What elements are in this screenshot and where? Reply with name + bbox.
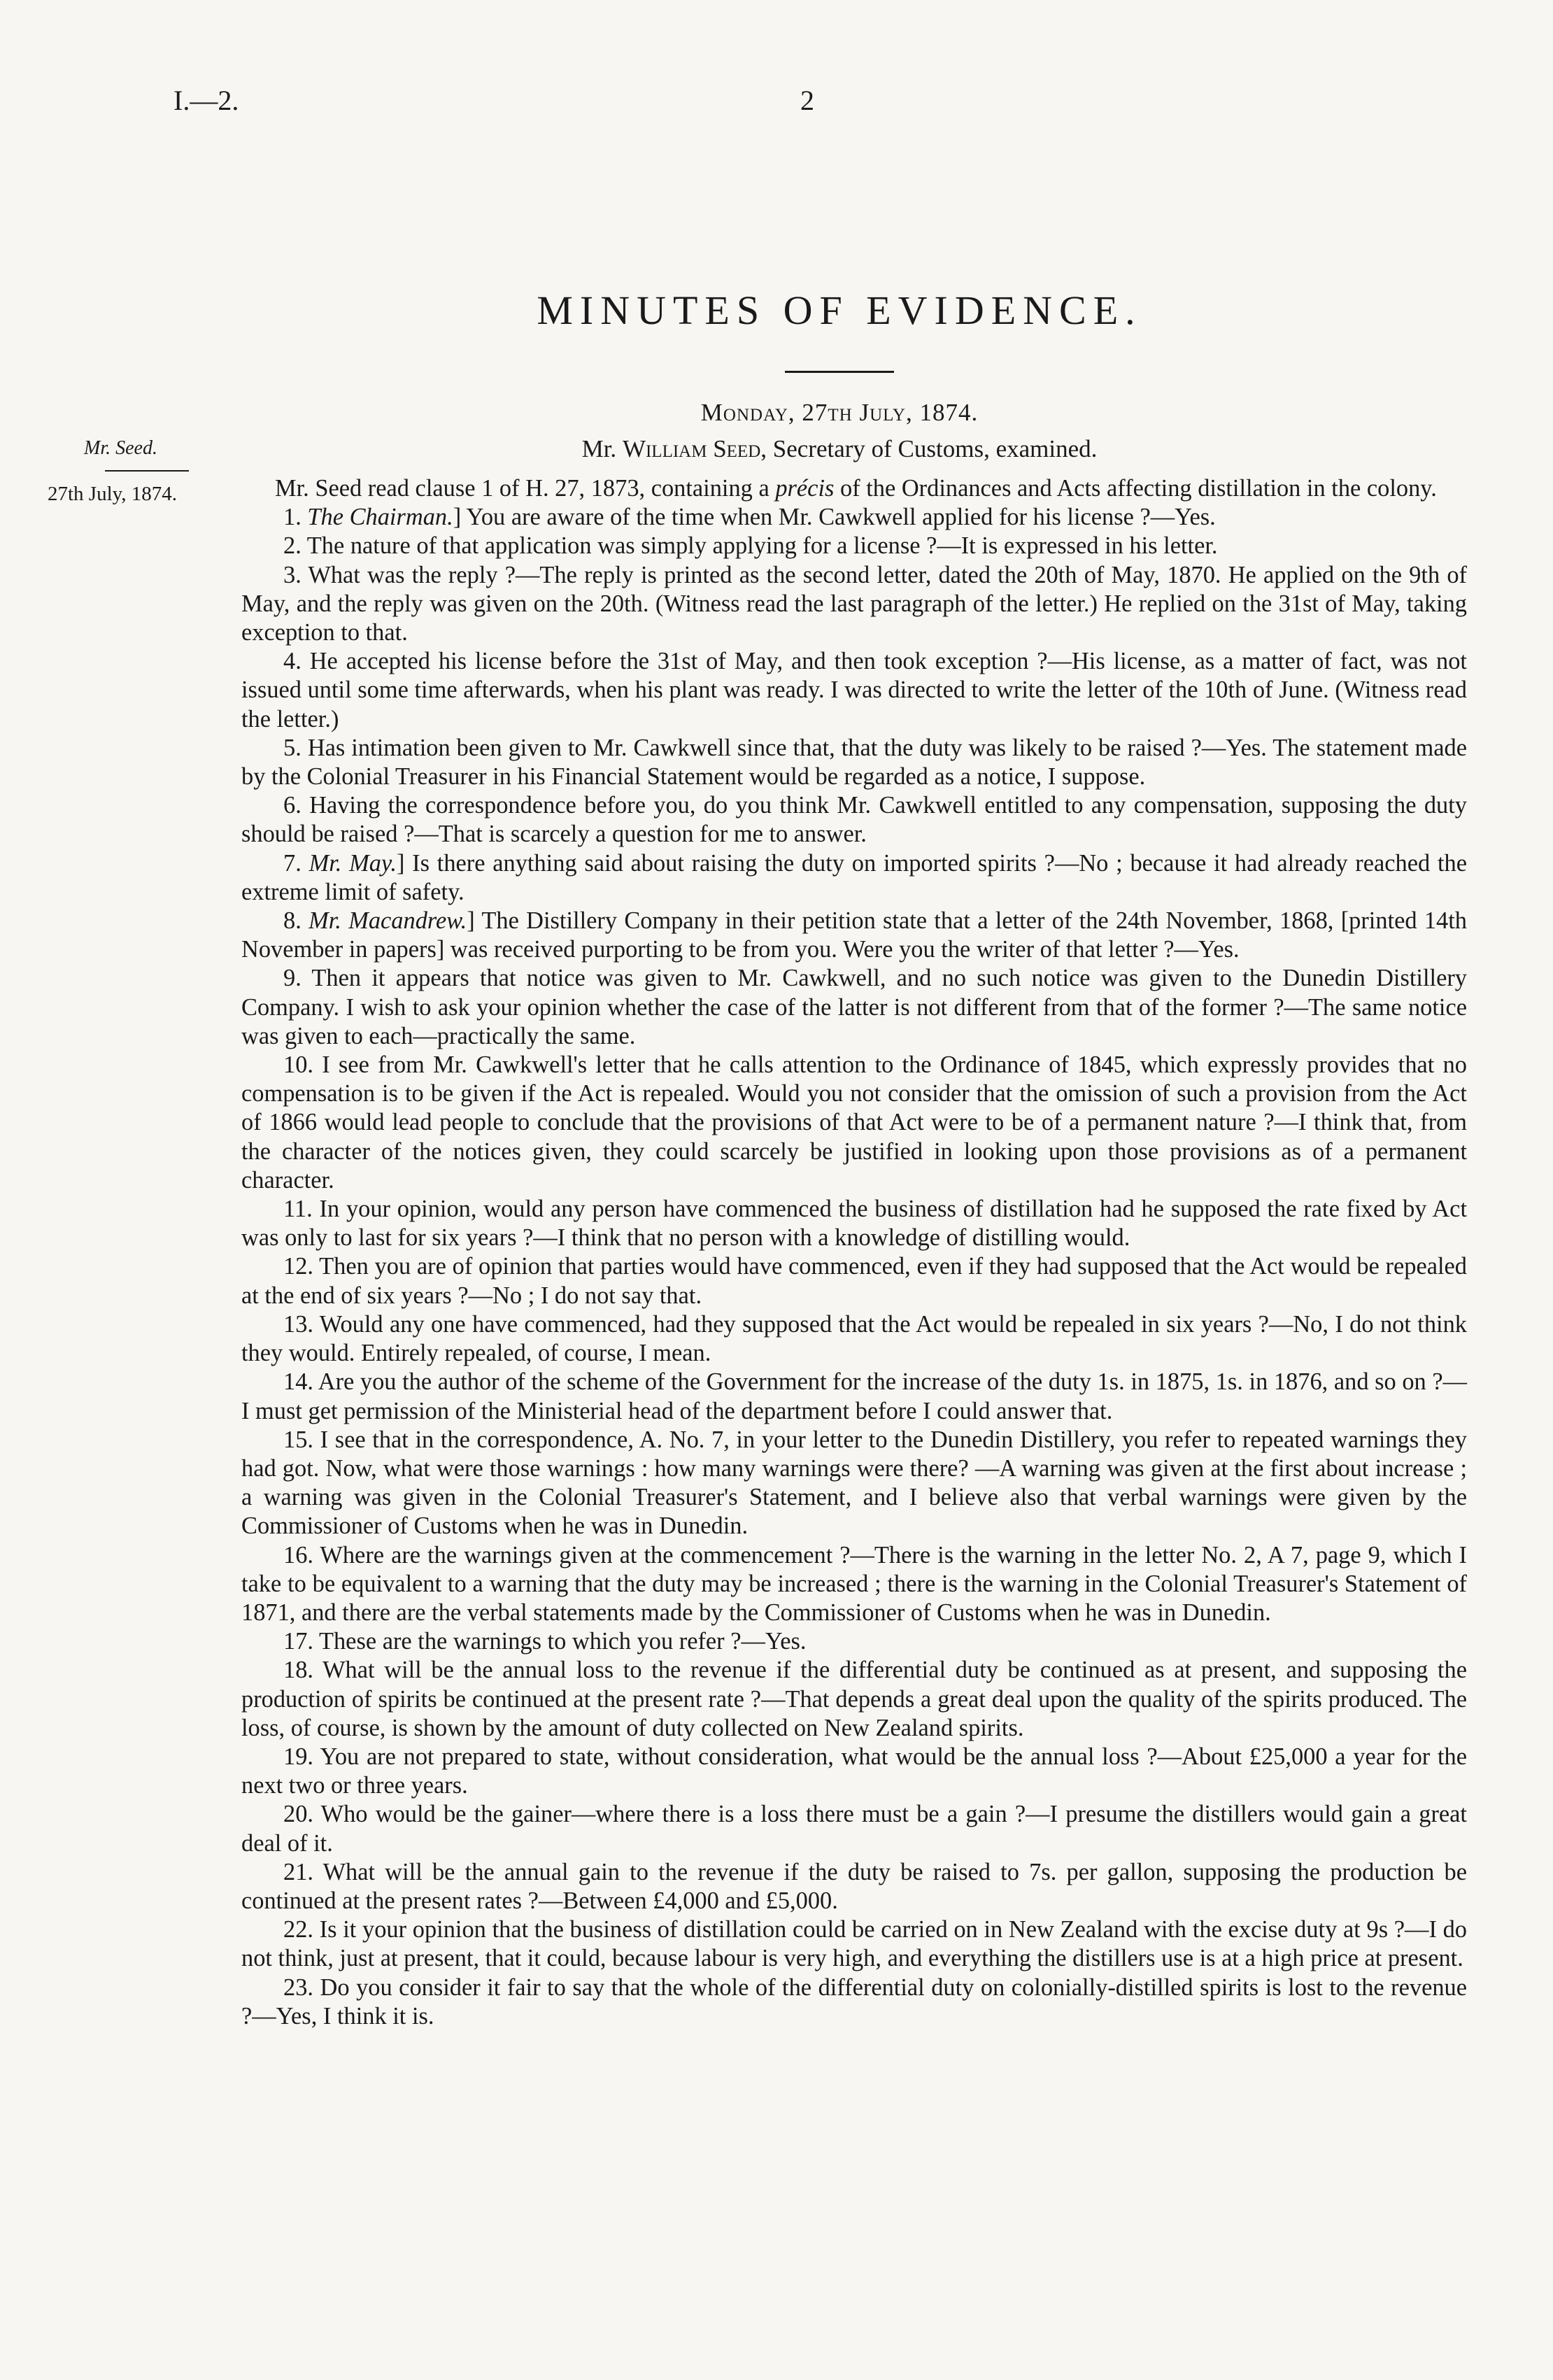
witness-name: William Seed [622, 435, 761, 462]
question-paragraph [241, 1368, 1467, 1425]
question-text: Having the correspondence before you, do you think Mr. Cawkwell entitled to any compensation, supposing the duty should be raised ?—That is scarcely a question for me to answer. [241, 792, 1467, 848]
question-text: He accepted his license before the 31st of May, and then took exception ?—His license, as a matter of fact, was not issued until some time afterwards, when his plant was ready. I was directed to write the letter of the 10th of June. (Witness read the letter.) [241, 648, 1467, 732]
question-paragraph [241, 1541, 1467, 1628]
witness-prefix: Mr. [581, 435, 623, 462]
question-number: 4. [283, 648, 302, 675]
question-number: 20. [283, 1801, 313, 1828]
question-number: 8. [283, 907, 302, 935]
page-number: 2 [800, 85, 814, 116]
sheet-number: I.—2. [173, 85, 239, 116]
question-paragraph [241, 532, 1467, 560]
question-text: What will be the annual loss to the revenue if the differential duty be continued as at present, and supposing the production of spirits be continued at the present rate ?—That depends a great deal upon the quality of the spirits produced. The loss, of course, is shown by the amount of duty collected on New Zealand spirits. [241, 1657, 1467, 1741]
question-text: Is it your opinion that the business of distillation could be carried on in New Zealand with the excise duty at 9s ?—I do not think, just at present, that it could, because labour is very high, and everything the distillers use is at a high price at present. [241, 1916, 1467, 1972]
question-number: 5. [283, 734, 302, 761]
speaker-name: The Chairman. [307, 504, 453, 531]
question-paragraph [241, 503, 1467, 532]
question-paragraph [241, 1195, 1467, 1252]
question-paragraph [241, 1310, 1467, 1368]
question-text: ] Is there anything said about raising the duty on imported spirits ?—No ; because it had already reached the extreme limit of safety. [241, 849, 1467, 905]
question-text: Who would be the gainer—where there is a loss there must be a gain ?—I presume the distillers would gain a great deal of it. [241, 1801, 1467, 1857]
question-text: Where are the warnings given at the commencement ?—There is the warning in the letter No. 2, A 7, page 9, which I take to be equivalent to a warning that the duty may be increased ; there is the warning in the Colonial Treasurer's Statement of 1871, and there are the verbal statements made by the Commissioner of Customs when he was in Dunedin. [241, 1541, 1467, 1626]
question-paragraph [241, 791, 1467, 849]
question-paragraph [241, 1051, 1467, 1195]
question-text: Then you are of opinion that parties would have commenced, even if they had supposed that the Act would be repealed at the end of six years ?—No ; I do not say that. [241, 1253, 1467, 1309]
question-number: 14. [283, 1368, 313, 1396]
question-paragraph [241, 561, 1467, 648]
question-number: 13. [283, 1310, 313, 1338]
question-number: 6. [283, 792, 302, 819]
question-number: 22. [283, 1916, 313, 1943]
question-paragraph [241, 734, 1467, 791]
question-paragraph [241, 1656, 1467, 1743]
question-text: These are the warnings to which you refer ?—Yes. [318, 1628, 807, 1655]
question-text: The nature of that application was simply applying for a license ?—It is expressed in his letter. [306, 532, 1218, 560]
question-list [241, 503, 1467, 2031]
question-paragraph [241, 1627, 1467, 1656]
question-text: Are you the author of the scheme of the Government for the increase of the duty 1s. in 1875, 1s. in 1876, and so on ?—I must get permission of the Ministerial head of the department before I could answer that. [241, 1368, 1468, 1424]
intro-paragraph [241, 474, 1467, 503]
question-text: What was the reply ?—The reply is printed as the second letter, dated the 20th of May, 1870. He applied on the 9th of May, and the reply was given on the 20th. (Witness read the last paragraph of the letter.) He replied on the 31st of May, taking exception to that. [241, 561, 1467, 646]
question-number: 7. [283, 849, 302, 877]
margin-date: 27th July, 1874. [48, 483, 178, 505]
question-text: Do you consider it fair to say that the whole of the differential duty on colonially-distilled spirits is lost to the revenue ?—Yes, I think it is. [241, 1974, 1468, 2030]
question-paragraph [241, 1252, 1467, 1310]
question-number: 16. [283, 1541, 313, 1568]
question-number: 19. [283, 1743, 313, 1770]
question-number: 2. [283, 532, 302, 560]
question-paragraph [241, 1915, 1467, 1973]
question-paragraph [241, 849, 1467, 907]
question-text: Then it appears that notice was given to Mr. Cawkwell, and no such notice was given to the Dunedin Distillery Company. I wish to ask your opinion whether the case of the latter is not different from that of the former ?—The same notice was given to each—practically the same. [241, 965, 1467, 1049]
question-text: In your opinion, would any person have commenced the business of distillation had he supposed the rate fixed by Act was only to last for six years ?—I think that no person with a knowledge of distilling would. [241, 1196, 1467, 1252]
question-text: I see from Mr. Cawkwell's letter that he calls attention to the Ordinance of 1845, which expressly provides that no compensation is to be given if the Act is repealed. Would you not consider that the omission of such a provision from the Act of 1866 would lead people to conclude that the provisions of that Act were to be of a permanent nature ?—I think that, from the character of the notices given, they could scarcely be justified in looking upon those provisions as of a permanent character. [241, 1051, 1467, 1193]
question-text: You are not prepared to state, without consideration, what would be the annual loss ?—About £25,000 a year for the next two or three years. [241, 1743, 1467, 1799]
speaker-name: Mr. Macandrew. [309, 907, 467, 935]
evidence-body [241, 474, 1467, 2031]
question-number: 21. [283, 1858, 313, 1885]
intro-text-end: of the Ordinances and Acts affecting distillation in the colony. [834, 475, 1437, 502]
question-paragraph [241, 907, 1467, 964]
margin-witness-name: Mr. Seed. [84, 437, 157, 459]
question-number: 12. [283, 1253, 313, 1280]
question-paragraph [241, 1858, 1467, 1915]
question-paragraph [241, 1743, 1467, 1800]
question-text: ] The Distillery Company in their petition state that a letter of the 24th November, 1868, [printed 14th November in papers] was received purporting to be from you. Were you the writer of that letter ?—Yes. [241, 907, 1467, 963]
title-divider [785, 371, 894, 373]
question-number: 1. [283, 504, 302, 531]
question-paragraph [241, 1974, 1467, 2031]
question-text: What will be the annual gain to the revenue if the duty be raised to 7s. per gallon, supposing the production be continued at the present rates ?—Between £4,000 and £5,000. [241, 1858, 1467, 1914]
question-paragraph [241, 1800, 1467, 1857]
question-text: Has intimation been given to Mr. Cawkwell since that, that the duty was likely to be raised ?—Yes. The statement made by the Colonial Treasurer in his Financial Statement would be regarded as a notice, I suppose. [241, 734, 1467, 791]
question-number: 9. [283, 965, 302, 992]
question-paragraph [241, 964, 1467, 1051]
intro-text: Mr. Seed read clause 1 of H. 27, 1873, containing a [275, 475, 776, 502]
page-header [173, 84, 1475, 126]
question-paragraph [241, 647, 1467, 734]
question-number: 11. [283, 1196, 313, 1223]
question-text: ] You are aware of the time when Mr. Cawkwell applied for his license ?—Yes. [453, 504, 1216, 531]
speaker-name: Mr. May. [309, 849, 397, 877]
question-number: 17. [283, 1628, 313, 1655]
witness-role: , Secretary of Customs, examined. [760, 435, 1098, 462]
intro-term: précis [775, 475, 835, 502]
meeting-date: Monday, 27th July, 1874. [700, 399, 979, 426]
margin-divider [105, 470, 189, 472]
page-title: MINUTES OF EVIDENCE. [537, 288, 1142, 333]
question-number: 18. [283, 1657, 313, 1684]
question-paragraph [241, 1426, 1467, 1541]
question-number: 10. [283, 1051, 313, 1079]
question-text: I see that in the correspondence, A. No. 7, in your letter to the Dunedin Distillery, you refer to repeated warnings they had got. Now, what were those warnings : how many warnings were there? —A warning was given at the first about increase ; a warning was given in the Colonial Treasurer's Statement, and I believe also that verbal warnings were given by the Commissioner of Customs when he was in Dunedin. [241, 1426, 1467, 1540]
question-text: Would any one have commenced, had they supposed that the Act would be repealed in six years ?—No, I do not think they would. Entirely repealed, of course, I mean. [241, 1310, 1467, 1367]
question-number: 23. [283, 1974, 313, 2001]
question-number: 3. [283, 561, 302, 588]
witness-line [0, 435, 1553, 463]
question-number: 15. [283, 1426, 313, 1453]
